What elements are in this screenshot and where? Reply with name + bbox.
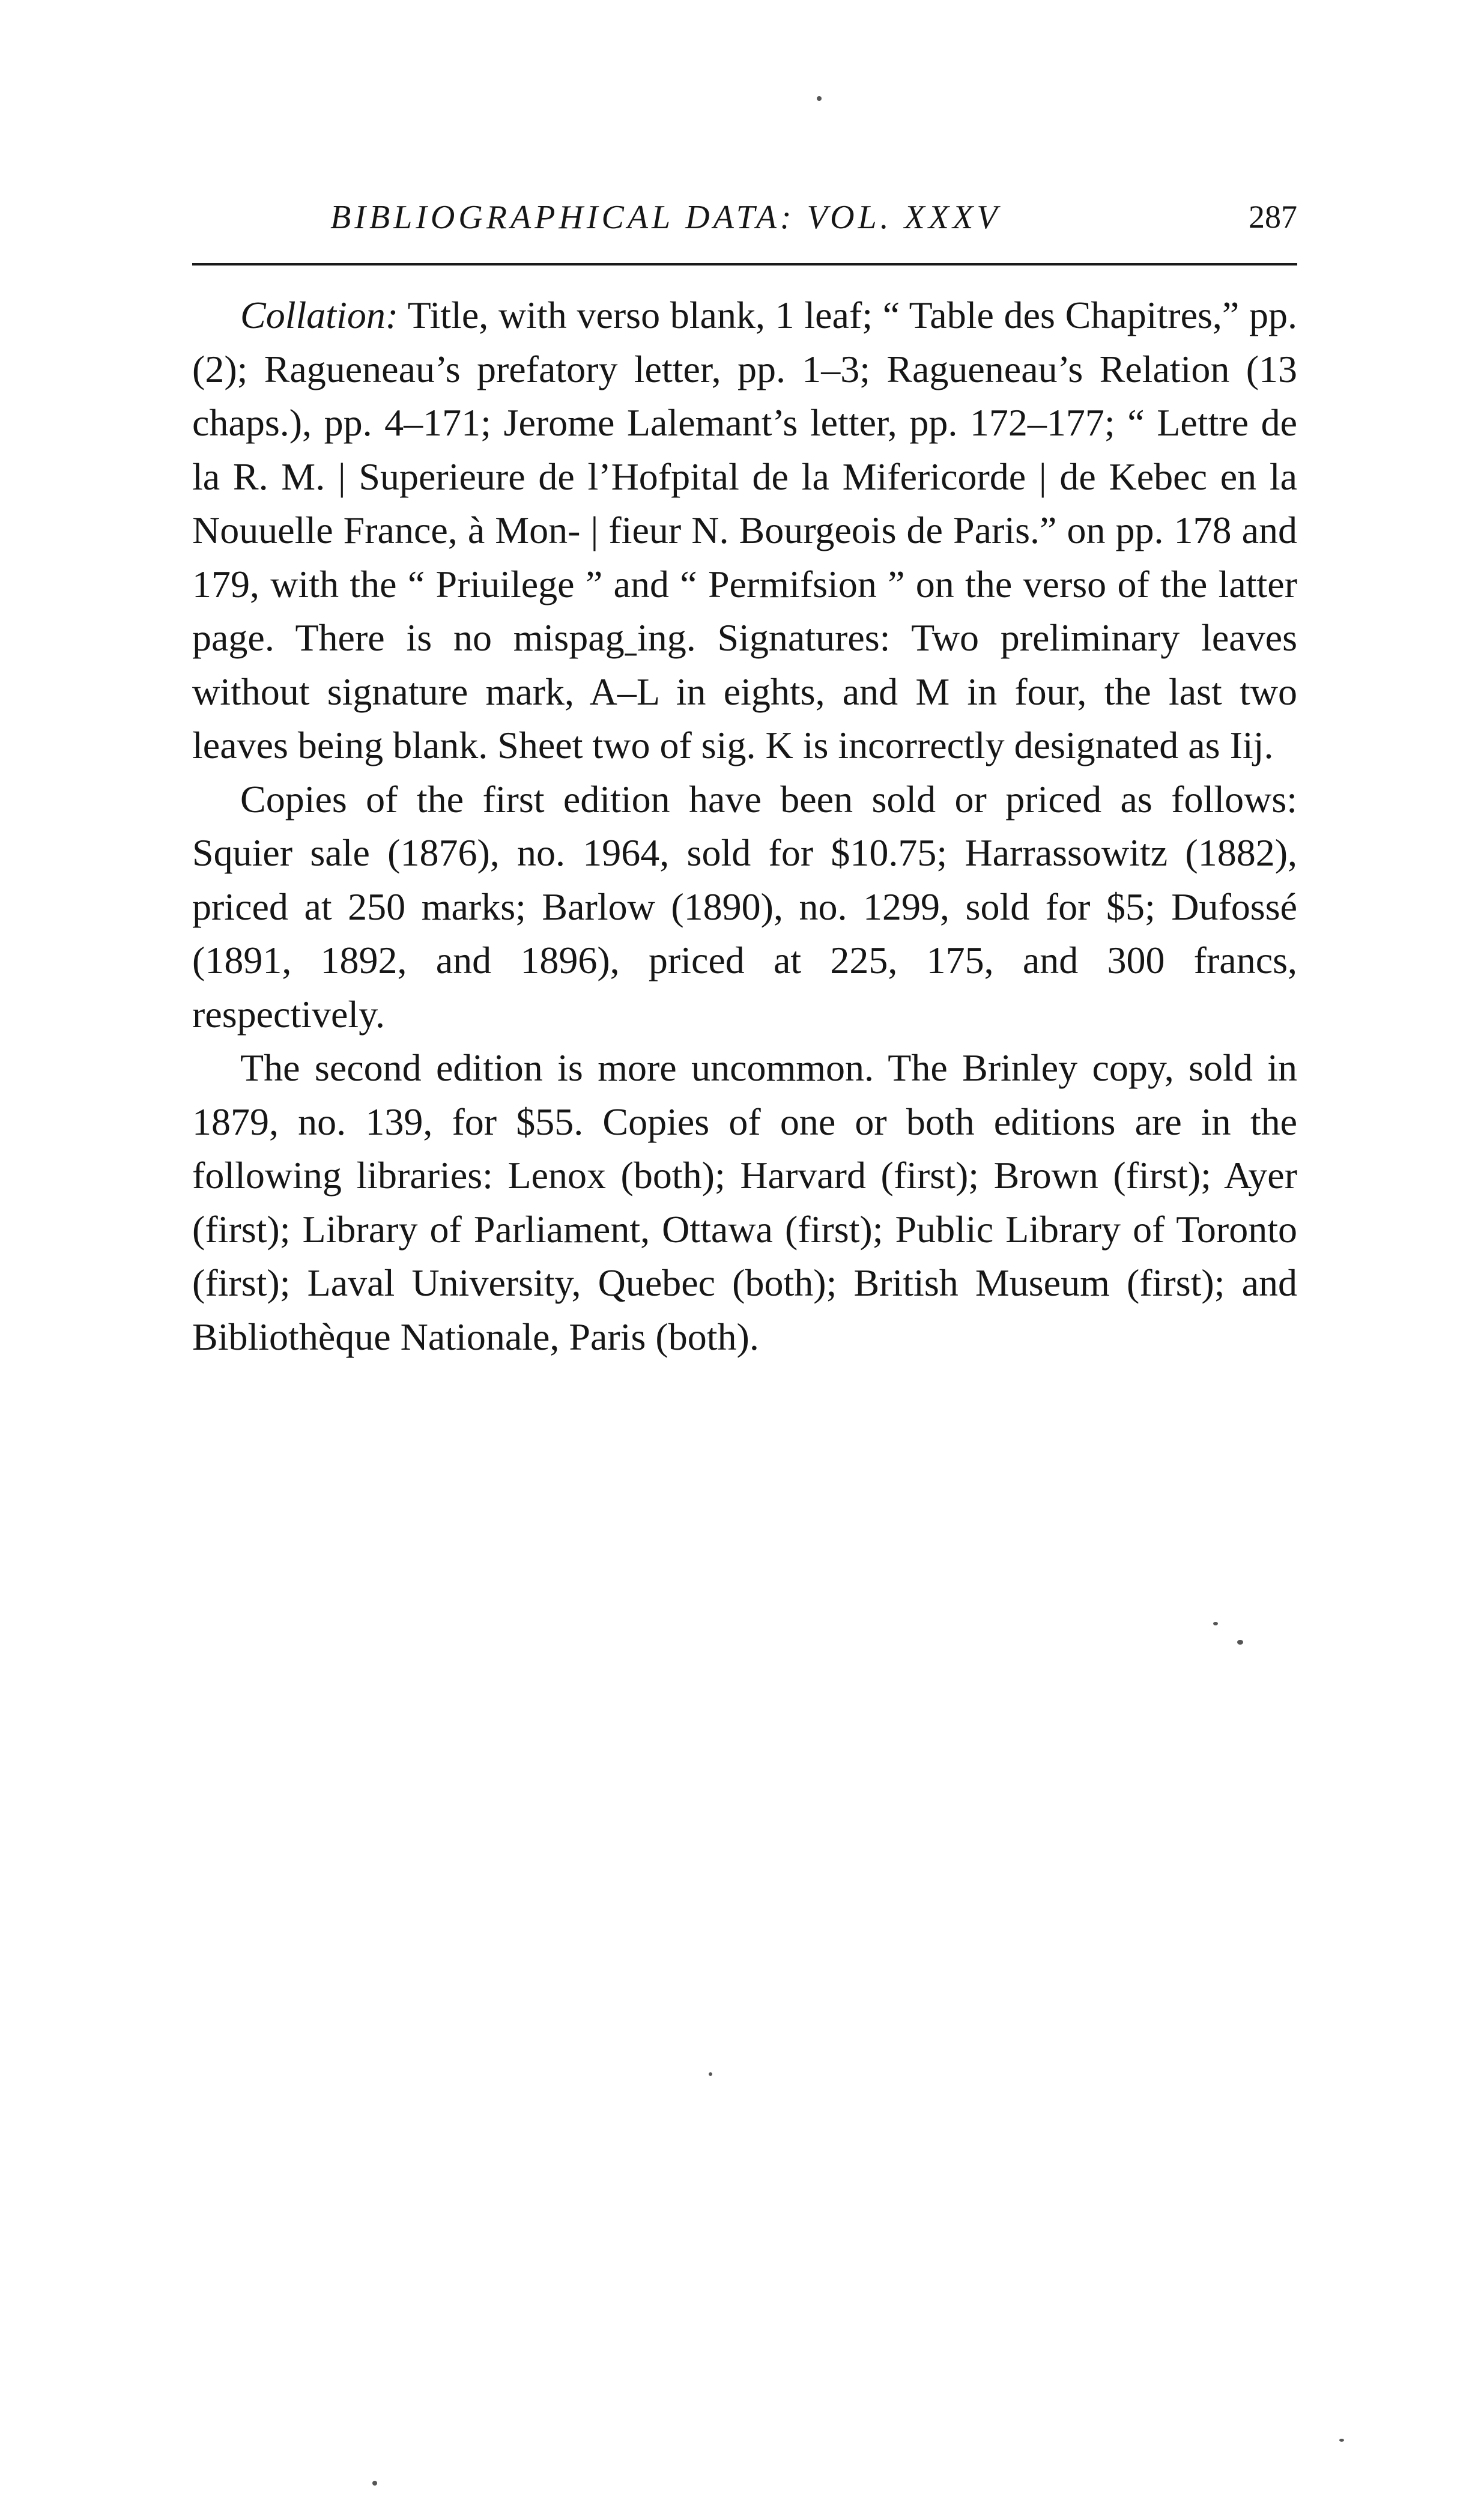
second-edition-text: The second edition is more uncommon. The Brinley copy, sold in 1879, no. 139, for $55. Copies of one or both editions are in the following libraries: Lenox (both); Harvard (first); Brown (first); Ayer (first); Library of Parliament, Ottawa (first); Public Library of Toronto (first); Laval University, Quebec (both); British Museum (first); and Bibliothèque Nationale, Paris (both). xyxy=(192,1046,1297,1358)
collation-text: Title, with verso blank, 1 leaf; “ Table des Chapitres,” pp. (2); Ragueneau’s prefatory letter, pp. 1–3; Ragueneau’s Relation (13 chaps.), pp. 4–171; Jerome Lalemant’s letter, pp. 172–177; “ Lettre de la R. M. | Superieure de l’Hofpital de la Mifericorde | de Kebec en la Nouuelle France, à Mon- | fieur N. Bourgeois de Paris.” on pp. 178 and 179, with the “ Priuilege ” and “ Permifsion ” on the verso of the latter page. There is no mispagˍing. Signatures: Two preliminary leaves without signature mark, A–L in eights, and M in four, the last two leaves being blank. Sheet two of sig. K is incorrectly designated as Iij. xyxy=(192,294,1297,766)
body-text xyxy=(192,288,1297,1364)
page-number: 287 xyxy=(1249,199,1297,235)
paragraph-first-edition xyxy=(192,772,1297,1042)
scan-speck xyxy=(1213,1622,1218,1625)
scan-speck xyxy=(372,2481,377,2486)
scan-speck xyxy=(1339,2439,1344,2442)
page-header xyxy=(192,198,1297,270)
first-edition-text: Copies of the first edition have been sold or priced as follows: Squier sale (1876), no. 1964, sold for $10.75; Harrassowitz (1882), priced at 250 marks; Barlow (1890), no. 1299, sold for $5; Dufossé (1891, 1892, and 1896), priced at 225, 175, and 300 francs, respectively. xyxy=(192,777,1297,1036)
scan-speck xyxy=(817,96,822,101)
collation-label: Collation: xyxy=(240,294,399,336)
scan-speck xyxy=(709,2072,712,2076)
scan-speck xyxy=(1237,1640,1243,1645)
paragraph-collation xyxy=(192,288,1297,772)
header-rule xyxy=(192,263,1297,265)
running-head: BIBLIOGRAPHICAL DATA: VOL. XXXV xyxy=(330,199,1001,236)
paragraph-second-edition xyxy=(192,1041,1297,1364)
